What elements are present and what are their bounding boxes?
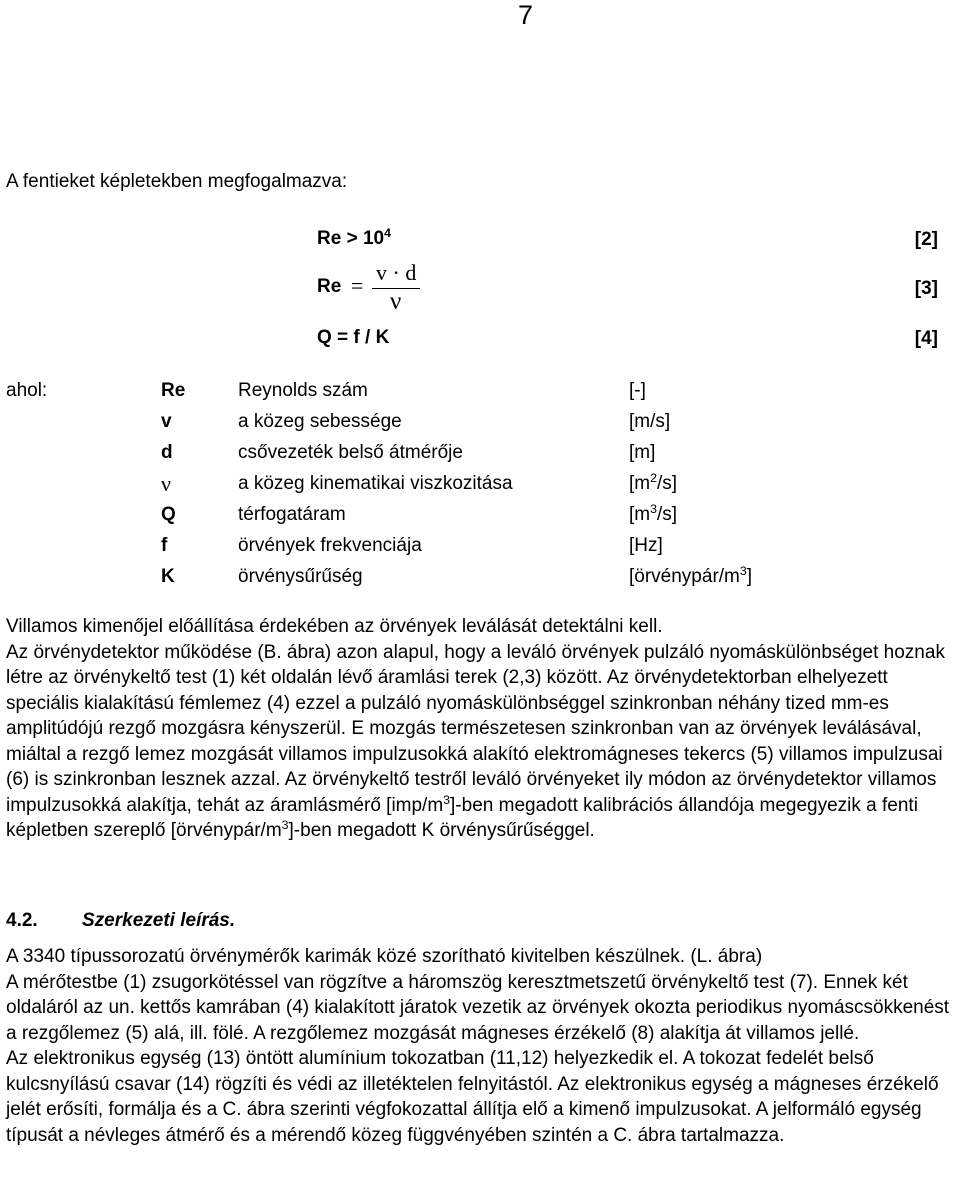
definition-unit: [Hz] [629,535,663,556]
definition-description: térfogatáram [238,504,346,525]
definition-unit: [m] [629,442,656,463]
formula-re-threshold-base: Re > 10 [317,228,385,249]
definition-description: Reynolds szám [238,380,368,401]
definition-description: örvények frekvenciája [238,535,422,556]
definition-row [0,442,960,472]
definition-row [0,411,960,441]
definition-row [0,504,960,534]
definition-row [0,380,960,410]
definition-symbol: d [161,442,173,463]
structure-description [6,944,954,1148]
definitions-prefix: ahol: [6,380,48,401]
definition-description: a közeg sebessége [238,411,402,432]
definition-symbol: ν [161,471,171,496]
definition-unit: $[m^3/s]$ [629,502,678,525]
definition-unit: $[m^2/s]$ [629,471,678,494]
paragraph: Az elektronikus egység (13) öntött alumínium tokozatban (11,12) helyezkedik el. A tokozat fedelét belső kulcsnyílású csavar (14) rögzíti és védi az illetéktelen felnyitástól. Az elektronikus egység a mágneses érzékelő jelét erősíti, formálja és a C. ábra szerinti végfokozattal állítja elő a kimenő impulzusokat. A jelformáló egység típusát a névleges átmérő és a mérendő közeg függvényében szintén a C. ábra tartalmazza. [6,1048,939,1146]
paragraph: Az örvénydetektor működése (B. ábra) azon alapul, hogy a leváló örvények pulzáló nyomáskülönbséget hoznak létre az örvénykeltő test (1) két oldalán lévő áramlási terek (2,3) között. Az örvénydetektorban elhelyezett speciális kialakítású fémlemez (4) ezzel a pulzáló nyomáskülönbséggel szinkronban néhány tized mm-es amplitúdójú rezgő mozgásra kényszerül. E mozgás természetesen szinkronban van az örvények leválásával, miáltal a rezgő lemez mozgását villamos impulzusokká alakító elektromágneses tekercs (5) villamos impulzusai (6) is szinkronban lesznek azzal. Az örvénykeltő testről leváló örvényeket ily módon az örvénydetektor villamos impulzusokká alakítja, tehát az áramlásmérő $[imp/m^3]$-ben megadott kalibrációs állandója megegyezik a fenti képletben szereplő $[örvénypár/m^3]$-ben megadott K örvénysűrűséggel. [6,641,945,841]
formula-re-threshold-exponent: 4 [384,226,391,241]
definition-symbol: f [161,535,168,556]
section-heading [6,910,235,932]
definition-description: csővezeték belső átmérője [238,442,463,463]
definition-row [0,566,960,596]
intro-text: A fentieket képletekben megfogalmazva: [6,171,348,192]
formula-re-lhs: Re [317,276,342,297]
page-number: 7 [518,0,534,30]
formula-tag-3: [3] [914,278,938,299]
definition-unit: $[örvénypár/m^3]$ [629,564,753,587]
detector-description [6,614,954,844]
paragraph: Villamos kimenőjel előállítása érdekében az örvények leválását detektálni kell. [6,616,663,637]
definition-description: örvénysűrűség [238,566,363,587]
formula-denominator: ν [390,288,402,315]
formula-flow: Q = f / K [317,327,390,348]
definition-unit: [m/s] [629,411,671,432]
formula-tag-4: [4] [914,328,938,349]
definition-symbol: K [161,566,175,587]
definition-row [0,473,960,503]
formula-numerator: v · d [376,260,417,285]
paragraph: A mérőtestbe (1) zsugorkötéssel van rögzítve a háromszög keresztmetszetű örvénykeltő test (7). Ennek két oldaláról az un. kettős kamrában (4) kialakított járatok vezetik az örvények okozta periodikus nyomáscsökkenést a rezgőlemez (5) alá, ill. fölé. A rezgőlemez mozgását mágneses érzékelő (8) alakítja át villamos jellé. [6,971,950,1044]
definition-symbol: Q [161,504,176,525]
section-title: Szerkezeti leírás. [82,910,236,931]
formula-tag-2: [2] [914,229,938,250]
definition-symbol: v [161,411,172,432]
definition-symbol: Re [161,380,186,401]
section-number: 4.2. [6,910,38,931]
definition-description: a közeg kinematikai viszkozitása [238,473,513,494]
definition-unit: [-] [629,380,646,401]
paragraph: A 3340 típussorozatú örvénymérők karimák közé szorítható kivitelben készülnek. (L. ábra) [6,946,763,967]
formula-equals-sign: = [351,273,364,298]
formula-re-threshold [317,228,391,250]
definition-row [0,535,960,565]
